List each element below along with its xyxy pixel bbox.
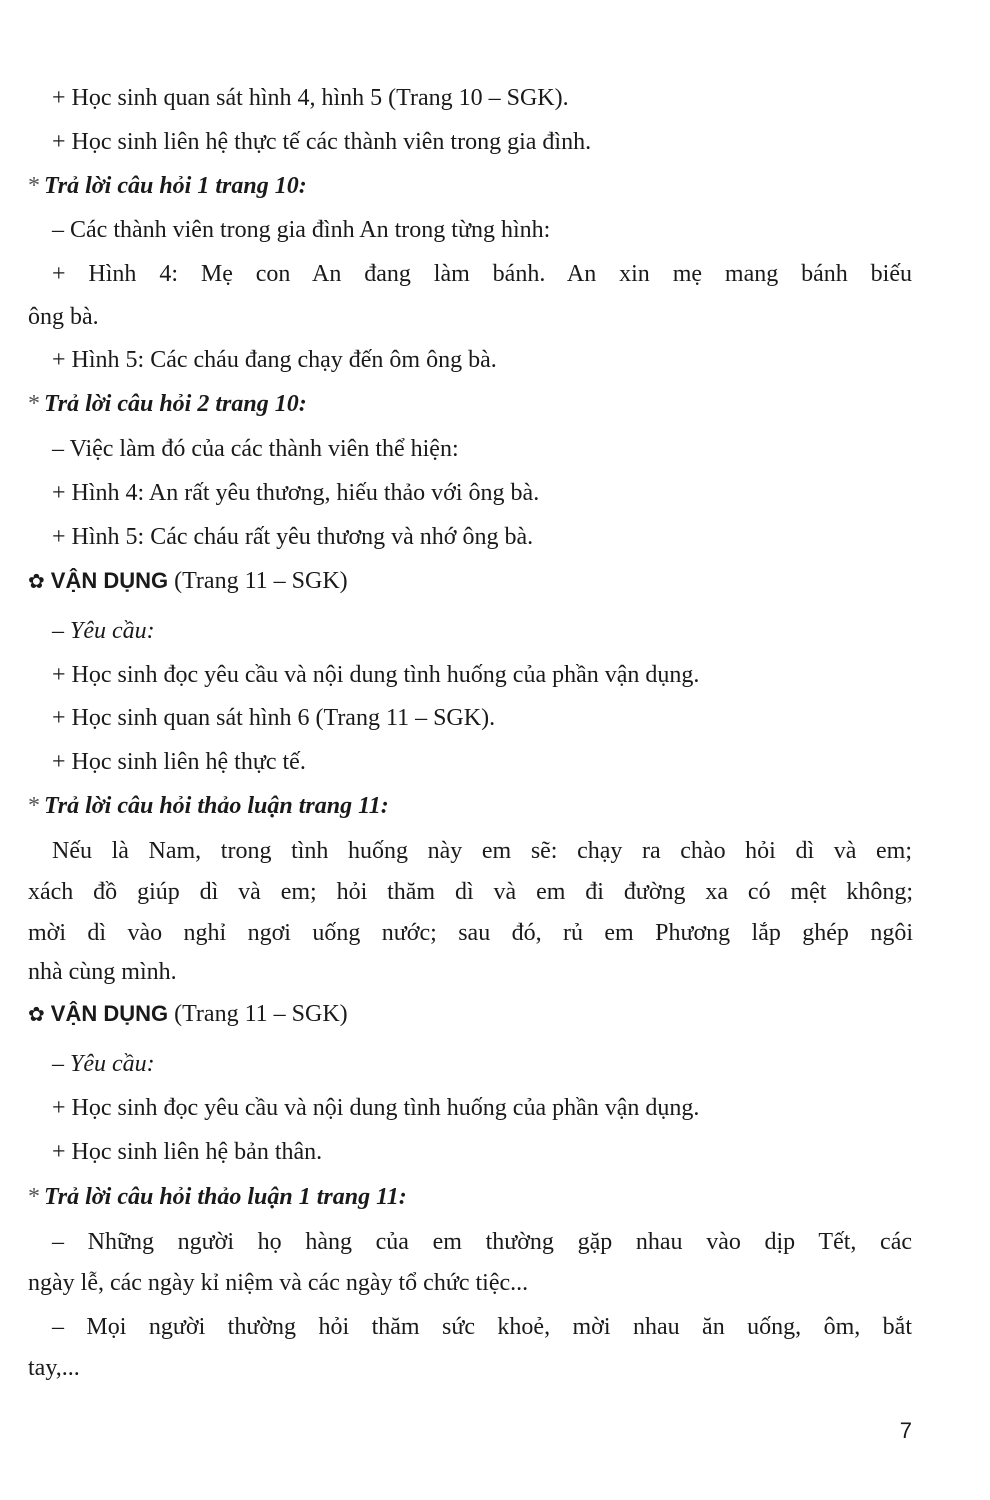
question-heading-text: Trả lời câu hỏi thảo luận trang 11: bbox=[44, 793, 389, 819]
asterisk-icon: * bbox=[28, 1184, 40, 1210]
text-line: – Yêu cầu: bbox=[52, 1051, 155, 1077]
text-line: + Hình 5: Các cháu đang chạy đến ôm ông bà. bbox=[52, 347, 497, 373]
question-heading bbox=[28, 1182, 928, 1212]
text-line: + Học sinh quan sát hình 4, hình 5 (Trang 10 – SGK). bbox=[52, 85, 569, 111]
asterisk-icon: * bbox=[28, 173, 40, 199]
asterisk-icon: * bbox=[28, 391, 40, 417]
section-heading bbox=[28, 566, 928, 597]
question-heading-text: Trả lời câu hỏi 2 trang 10: bbox=[44, 391, 307, 417]
text-line: + Học sinh đọc yêu cầu và nội dung tình huống của phần vận dụng. bbox=[52, 1095, 700, 1121]
text-line: tay,... bbox=[28, 1355, 80, 1381]
text-line: + Hình 4: An rất yêu thương, hiếu thảo với ông bà. bbox=[52, 480, 540, 506]
text-line: ông bà. bbox=[28, 304, 99, 330]
text-line: – Những người họ hàng của em thường gặp nhau vào dịp Tết, các bbox=[52, 1229, 912, 1255]
text-line: + Hình 4: Mẹ con An đang làm bánh. An xin mẹ mang bánh biếu bbox=[52, 261, 912, 287]
section-reference: (Trang 11 – SGK) bbox=[174, 1001, 348, 1027]
text-line: – Mọi người thường hỏi thăm sức khoẻ, mời nhau ăn uống, ôm, bắt bbox=[52, 1314, 912, 1340]
text-line: + Học sinh quan sát hình 6 (Trang 11 – SGK). bbox=[52, 705, 496, 731]
question-heading-text: Trả lời câu hỏi thảo luận 1 trang 11: bbox=[44, 1184, 407, 1210]
text-line: mời dì vào nghỉ ngơi uống nước; sau đó, rủ em Phương lắp ghép ngôi bbox=[28, 920, 913, 946]
section-title: VẬN DỤNG bbox=[50, 568, 169, 593]
text-line: – Các thành viên trong gia đình An trong từng hình: bbox=[52, 217, 551, 243]
flower-icon: ✿ bbox=[28, 1004, 45, 1026]
text-line: nhà cùng mình. bbox=[28, 959, 177, 985]
text-line: + Học sinh liên hệ thực tế. bbox=[52, 749, 306, 775]
question-heading bbox=[28, 791, 928, 821]
page-number: 7 bbox=[899, 1418, 912, 1443]
text-line: + Học sinh liên hệ thực tế các thành viên trong gia đình. bbox=[52, 129, 592, 155]
text-line: + Học sinh đọc yêu cầu và nội dung tình huống của phần vận dụng. bbox=[52, 662, 700, 688]
text-line: + Hình 5: Các cháu rất yêu thương và nhớ ông bà. bbox=[52, 524, 534, 550]
text-line: + Học sinh liên hệ bản thân. bbox=[52, 1139, 323, 1165]
asterisk-icon: * bbox=[28, 793, 40, 819]
question-heading bbox=[28, 389, 928, 419]
question-heading bbox=[28, 171, 928, 201]
section-heading bbox=[28, 999, 928, 1030]
text-line: – Yêu cầu: bbox=[52, 618, 155, 644]
flower-icon: ✿ bbox=[28, 571, 45, 593]
text-line: xách đồ giúp dì và em; hỏi thăm dì và em đi đường xa có mệt không; bbox=[28, 879, 913, 905]
section-reference: (Trang 11 – SGK) bbox=[174, 568, 348, 594]
text-line: ngày lễ, các ngày kỉ niệm và các ngày tổ chức tiệc... bbox=[28, 1270, 529, 1296]
question-heading-text: Trả lời câu hỏi 1 trang 10: bbox=[44, 173, 307, 199]
text-line: Nếu là Nam, trong tình huống này em sẽ: chạy ra chào hỏi dì và em; bbox=[52, 838, 912, 864]
text-line: – Việc làm đó của các thành viên thể hiện: bbox=[52, 436, 459, 462]
section-title: VẬN DỤNG bbox=[50, 1001, 169, 1026]
